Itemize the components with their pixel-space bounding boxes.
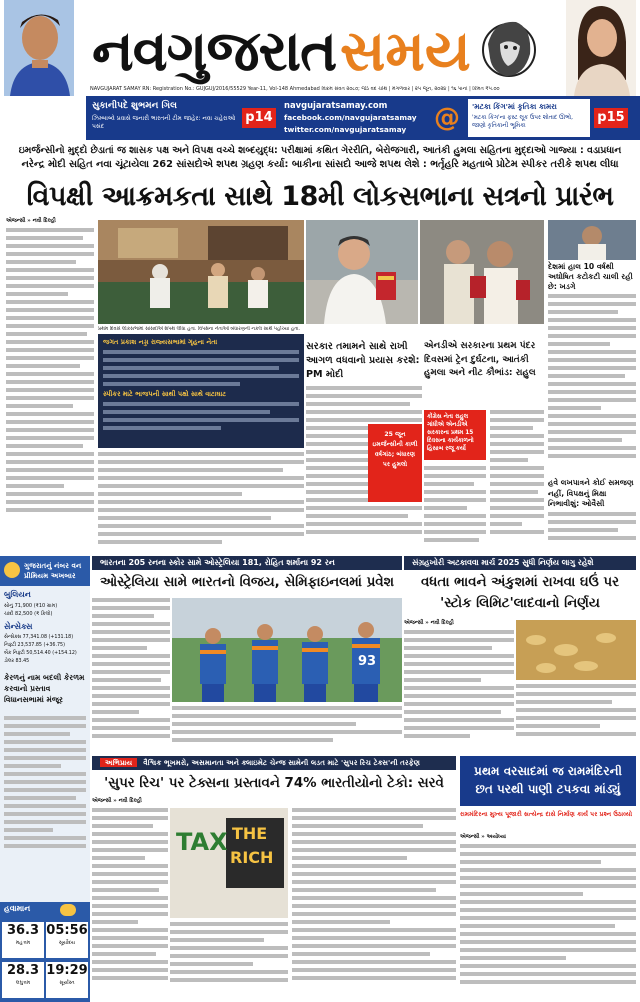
headline-line-2: નરેન્દ્ર મોદી સહિત નવા ચૂંટાયેલા 262 સાંસદોએ શપથ ગ્રહણ કર્યા: બાકીના સાંસદો આજે શપથ લેશે : ભર્તૃહરિ મહતાબે પ્રોટેમ સ્પીકર તરીકે શપથ લીધા — [21, 159, 619, 170]
sign-the: THE — [232, 824, 268, 843]
opinion-byline: એજન્સી » નવી દિલ્હી — [92, 798, 142, 804]
rahul-text-2 — [424, 466, 486, 548]
speaker-box-title: સ્પીકર માટે ભાજપની સાથી પક્ષો સાથે વાટાઘાટ — [103, 390, 227, 398]
kharge-text — [548, 294, 636, 478]
promo-right-text: 'મટકા કિંગ'ના ફસ્ટ લૂક ઉપર શોતાદ ઊભો, જાણો કૃતિકાની ભૂમિકા — [472, 115, 573, 129]
opinion-strap — [92, 756, 456, 770]
kharge-headline: દેશમાં હાલ 10 વર્ષથી અઘોષિત કટોકટી ચાલી રહી છે: ખડગે — [548, 262, 633, 291]
tax-the-rich-photo — [170, 808, 288, 918]
lead-text-lower — [98, 452, 304, 548]
lead-photo-kharge — [420, 220, 544, 324]
sign-tax: TAX — [176, 828, 228, 856]
lead-text-column — [6, 228, 94, 548]
lead-photo-parliament — [98, 220, 304, 324]
sports-headline: ઓસ્ટ્રેલિયા સામે ભારતનો વિજય, સેમિફાઇનલમાં પ્રવેશ — [100, 575, 394, 590]
sign-rich: RICH — [230, 848, 274, 867]
congress-red-box: કોંગ્રેસ નેતા રાહુલ ગાંધીએ એનડીએ સરકારના પ્રથમ 15 દિવસના કાર્યકાળનો હિસાબ રજૂ કર્યો — [424, 410, 486, 460]
portrait-left — [4, 0, 74, 96]
rahul-headline: એનડીએ સરકારના પ્રથમ પંદર દિવસમાં ટ્રેન દુર્ઘટના, આતંકી હુમલા અને નીટ કૌભાંડ: રાહુલ — [424, 341, 536, 378]
logo-navgujarat: નવગુજરાત — [92, 19, 337, 84]
bullion-title: બુલિયન — [4, 590, 31, 599]
market-dollar: ડોલર 83.45 — [4, 659, 30, 664]
kharge-photo — [548, 220, 636, 260]
promo-left-text: ઝિમ્બાબ્વે પ્રવાસે જનારી ભારતની ટીમ જાહેર: નવા ચહેરાઓ પસંદ — [92, 115, 236, 130]
wheat-photo — [516, 620, 636, 680]
lead-photo-rahul — [306, 220, 418, 324]
bullion-line-gold: સોનું 71,900 (₹10 ગ્રામ) — [4, 603, 58, 609]
opinion-label: અભિપ્રાય — [100, 758, 137, 767]
sports-text — [92, 598, 170, 752]
logo-samay: સમય — [340, 19, 471, 84]
opinion-strap-text: વૈશ્વિક ભૂખમરો, અસમાનતા અને ક્લાઇમેટ ચેન્જ સામેની લડત માટે 'સુપર રિચ ટેક્સ'ની તરફેણ — [143, 758, 421, 767]
promo-left-page[interactable]: p14 — [242, 108, 276, 128]
rahul-text — [490, 410, 544, 548]
kerala-headline: કેરળનું નામ બદલી કેરળમ કરવાનો પ્રસ્તાવ વિધાનસભામાં મંજૂર — [4, 673, 85, 704]
ram-mandir-byline: એજન્સી » અયોધ્યા — [460, 834, 506, 840]
brand-emblem-icon — [4, 562, 20, 578]
stock-text — [404, 630, 514, 752]
emergency-inset-box: 25 જૂન ઇમર્જન્સીની કાળી વર્ષગાંઠ; બંધારણ પર હુમલો — [368, 424, 422, 502]
market-title: સેન્સેક્સ — [4, 622, 33, 631]
opinion-text — [92, 808, 168, 1002]
sports-strap: ભારતના 205 રનના સ્કોર સામે ઓસ્ટ્રેલિયા 181, રોહિત શર્માના 92 રન — [92, 556, 402, 570]
opinion-text-3 — [292, 808, 456, 1002]
owaisi-text — [548, 512, 636, 552]
market-sensex: સેન્સેક્સ 77,341.08 (+131.18) — [4, 635, 74, 640]
sports-photo — [172, 598, 402, 702]
sunrise-label: સૂર્યોદય — [58, 940, 76, 946]
masthead — [0, 0, 640, 92]
sports-text-lower — [172, 706, 402, 752]
market-banknifty: બેંક નિફ્ટી 50,514.40 (+154.12) — [4, 651, 77, 656]
bullion-line-silver: ચાંદી 82,500 (₹ કિલો) — [4, 611, 53, 617]
opinion-text-2 — [170, 922, 288, 1002]
nadda-box-title: જગત પ્રકાશ નડ્ડા રાજ્યસભામાં ગૃહના નેતા — [103, 338, 218, 346]
ram-mandir-headline: પ્રથમ વરસાદમાં જ રામમંદિરની છત પરથી પાણી ટપકવા માંડ્યું — [460, 756, 636, 806]
nadda-info-box — [98, 334, 304, 448]
stock-strap: સંગ્રહખોરી અટકાવવા માર્ચ 2025 સુધી નિર્ણય લાગુ રહેશે — [404, 556, 636, 570]
player-jersey-number: 93 — [358, 654, 377, 669]
stock-text-2 — [516, 684, 636, 752]
max-temp: 36.3 — [6, 923, 40, 938]
lead-byline: એજન્સી » નવી દિલ્હી — [6, 218, 56, 224]
min-temp-label: લઘુત્તમ — [15, 980, 31, 986]
ram-mandir-text — [460, 844, 636, 1002]
twitter-link[interactable]: twitter.com/navgujaratsamay — [284, 125, 407, 134]
sunrise-time: 05:56 — [46, 923, 88, 938]
sunset-time: 19:29 — [46, 963, 88, 978]
promo-left-title: સુકાનીપદે શુભમન ગિલ — [92, 101, 177, 111]
promo-strip — [86, 96, 640, 140]
at-icon: @ — [434, 103, 460, 133]
sunset-label: સૂર્યાસ્ત — [59, 980, 75, 986]
stock-headline: વધતા ભાવને અંકુશમાં રાખવા ઘઉં પર 'સ્ટોક લિમિટ'લાદવાનો નિર્ણય — [420, 575, 620, 611]
weather-box — [0, 902, 90, 1002]
sidebar-brand: ગુજરાતનું નંબર વન પ્રીમિયમ અખબાર — [0, 556, 90, 586]
website-link[interactable]: navgujaratsamay.com — [284, 100, 388, 110]
sun-cloud-icon — [60, 904, 76, 916]
lion-logo-icon — [480, 14, 538, 88]
owaisi-headline: હવે લખપાત્રને કોઈ સમજણ નહીં, વિપક્ષનું મિક્ષા નિભાવીશું: ઓવૈસી — [548, 478, 634, 508]
ram-mandir-quote: રામમંદિરના મુખ્ય પૂજારી સત્યેન્દ્ર દાસે નિર્માણ કાર્ય પર પ્રશ્ન ઉઠાવ્યો — [460, 811, 633, 818]
promo-right-page[interactable]: p15 — [594, 108, 628, 128]
lead-photo-caption: પ્રથમ દિવસે લોકસભામાં સાંસદોએ શપથ લીધા હતા. વિપક્ષના નેતાઓ બંધારણની નકલ સાથે પહોંચ્યા હતા. — [98, 327, 301, 332]
kerala-text — [4, 716, 86, 866]
portrait-right — [566, 0, 636, 96]
registration-line: NAVGUJARAT SAMAY RN: Registration No.: GUJGUJ/2016/55529 Year-11, Vol-148 Ahmedabad વિક્રમ સંવત ૨૦૮૦; જેઠ વદ ચોથ | મંગળવાર | ૨૫ જૂન, ૨૦૨૪ | ૧૬ પાનાં | કિંમત ₹૫.૦૦ — [90, 86, 500, 92]
facebook-link[interactable]: facebook.com/navgujaratsamay — [284, 113, 417, 122]
max-temp-label: મહત્તમ — [15, 940, 31, 946]
weather-title: હવામાન — [4, 904, 31, 913]
main-headline: વિપક્ષી આક્રમકતા સાથે 18મી લોકસભાના સત્રનો પ્રારંભ — [26, 181, 614, 212]
opinion-headline: 'સુપર રિચ' પર ટેક્સના પ્રસ્તાવને 74% ભારતીયોનો ટેકો: સરવે — [104, 776, 444, 791]
pm-modi-headline: સરકાર તમામને સાથે રાખી આગળ વધવાનો પ્રયાસ કરશે: PM મોદી — [306, 341, 420, 380]
market-nifty: નિફ્ટી 23,537.85 (+36.75) — [4, 643, 65, 648]
stock-byline: એજન્સી » નવી દિલ્હી — [404, 620, 454, 626]
min-temp: 28.3 — [6, 963, 40, 978]
headline-line-1: ઇમર્જન્સીનો મુદ્દો છેડાતાં જ શાસક પક્ષ અને વિપક્ષ વચ્ચે શબ્દયુદ્ધ: પરીક્ષામાં કથિત ગેરરીતિ, બેરોજગારી, આતંકી હુમલા સહિતના મુદ્દાઓ ગાજ્યા : વડાપ્રધાન — [18, 145, 622, 156]
left-sidebar — [0, 556, 90, 1002]
promo-right-title: 'મટકા કિંગ'માં કૃતિકા કામરા — [472, 102, 557, 111]
